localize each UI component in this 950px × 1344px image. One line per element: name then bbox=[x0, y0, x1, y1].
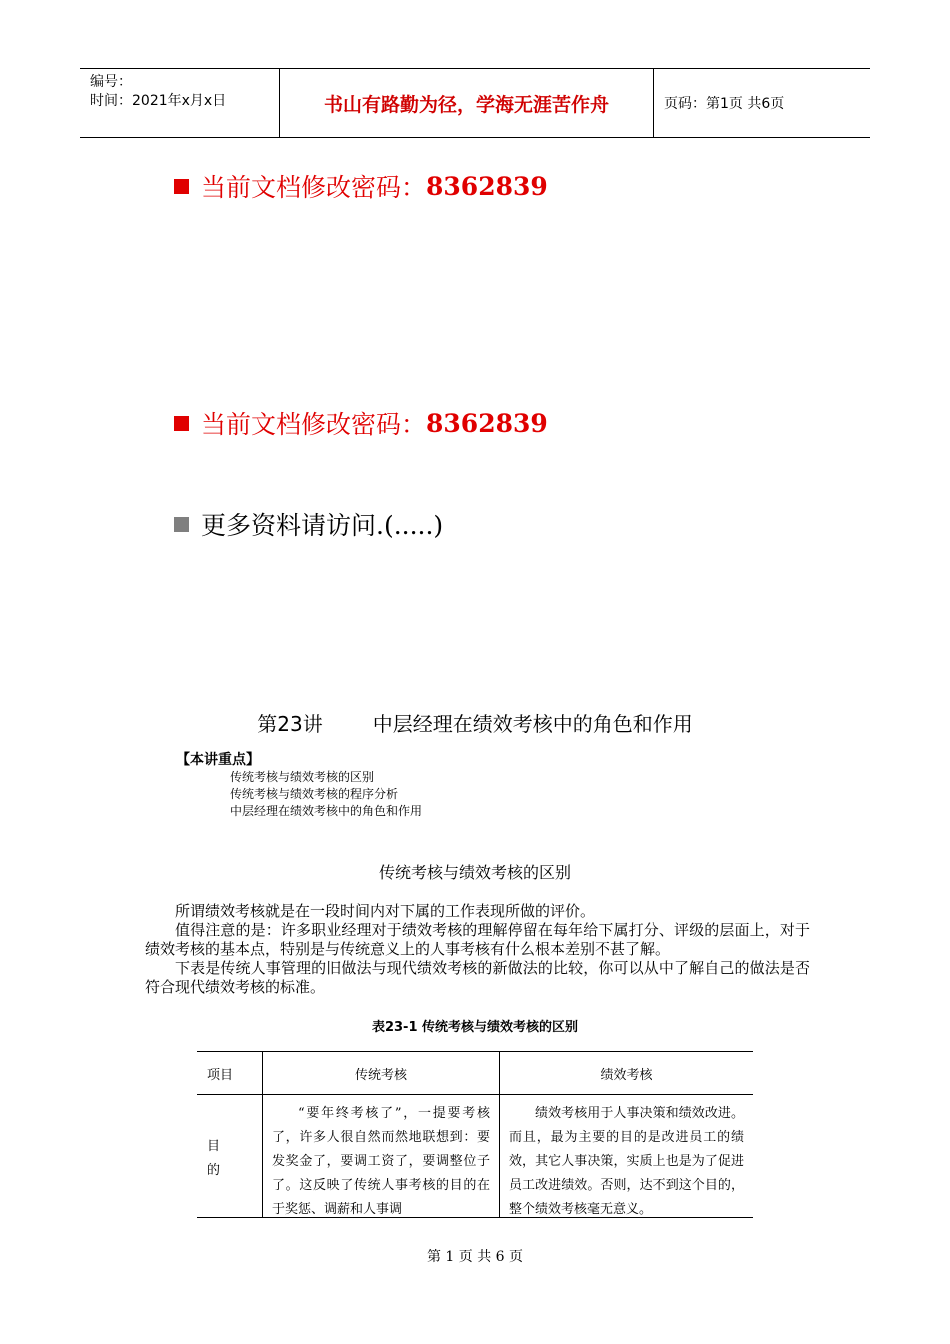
traditional-cell bbox=[263, 1095, 500, 1218]
performance-cell bbox=[500, 1095, 754, 1218]
table-header-row bbox=[197, 1052, 753, 1095]
bullet-square-icon bbox=[174, 179, 189, 194]
lecture-title bbox=[0, 708, 950, 737]
key-point-item: 传统考核与绩效考核的区别 bbox=[230, 770, 375, 784]
password-label: 当前文档修改密码： bbox=[201, 410, 427, 439]
password-code: 8362839 bbox=[426, 408, 548, 438]
password-code: 8362839 bbox=[426, 171, 548, 201]
paragraph: 所谓绩效考核就是在一段时间内对下属的工作表现所做的评价。 bbox=[175, 902, 596, 920]
password-notice bbox=[174, 405, 548, 441]
bullet-square-icon bbox=[174, 517, 189, 532]
key-points bbox=[176, 752, 422, 820]
key-point-item: 传统考核与绩效考核的程序分析 bbox=[230, 787, 399, 801]
page-footer: 第 1 页 共 6 页 bbox=[426, 1249, 524, 1265]
more-info-notice bbox=[174, 506, 443, 542]
header-motto: 书山有路勤为径，学海无涯苦作舟 bbox=[280, 69, 654, 137]
row-item-cell bbox=[197, 1095, 263, 1218]
more-info-text: 更多资料请访问.(.....) bbox=[201, 511, 444, 540]
header-meta bbox=[80, 69, 280, 137]
password-label: 当前文档修改密码： bbox=[201, 173, 427, 202]
column-header-item: 项目 bbox=[197, 1052, 263, 1095]
performance-text: 绩效考核用于人事决策和绩效改进。而且，最为主要的目的是改进员工的绩效，其它人事决策，实质上也是为了促进员工改进绩效。否则，达不到这个目的，整个绩效考核毫无意义。 bbox=[509, 1106, 744, 1217]
section-title: 传统考核与绩效考核的区别 bbox=[378, 863, 571, 882]
paragraph: 下表是传统人事管理的旧做法与现代绩效考核的新做法的比较，你可以从中了解自己的做法是否符合现代绩效考核的标准。 bbox=[145, 959, 810, 996]
comparison-table bbox=[197, 1051, 753, 1218]
column-header-traditional: 传统考核 bbox=[263, 1052, 500, 1095]
paragraph: 值得注意的是：许多职业经理对于绩效考核的理解停留在每年给下属打分、评级的层面上，对于绩效考核的基本点，特别是与传统意义上的人事考核有什么根本差别不甚了解。 bbox=[145, 921, 810, 958]
header-page-info: 页码：第1页 共6页 bbox=[664, 96, 785, 112]
bullet-square-icon bbox=[174, 416, 189, 431]
body-text bbox=[145, 902, 810, 997]
key-points-heading: 【本讲重点】 bbox=[176, 752, 260, 768]
number-label: 编号： bbox=[90, 74, 132, 90]
row-item-label: 目的 bbox=[207, 1139, 221, 1178]
time-label: 时间：2021年x月x日 bbox=[90, 93, 227, 109]
traditional-text: “要年终考核了”，一提要考核了，许多人很自然而然地联想到：要发奖金了，要调工资了，要调整位子了。这反映了传统人事考核的目的在于奖惩、调薪和人事调 bbox=[272, 1106, 490, 1217]
column-header-performance: 绩效考核 bbox=[500, 1052, 754, 1095]
lecture-name: 中层经理在绩效考核中的角色和作用 bbox=[372, 712, 693, 736]
page-header bbox=[80, 68, 870, 138]
lecture-number: 第23讲 bbox=[257, 712, 323, 736]
table-row bbox=[197, 1095, 753, 1218]
table-caption: 表23-1 传统考核与绩效考核的区别 bbox=[371, 1020, 579, 1035]
password-notice bbox=[174, 168, 548, 204]
key-point-item: 中层经理在绩效考核中的角色和作用 bbox=[230, 804, 423, 818]
